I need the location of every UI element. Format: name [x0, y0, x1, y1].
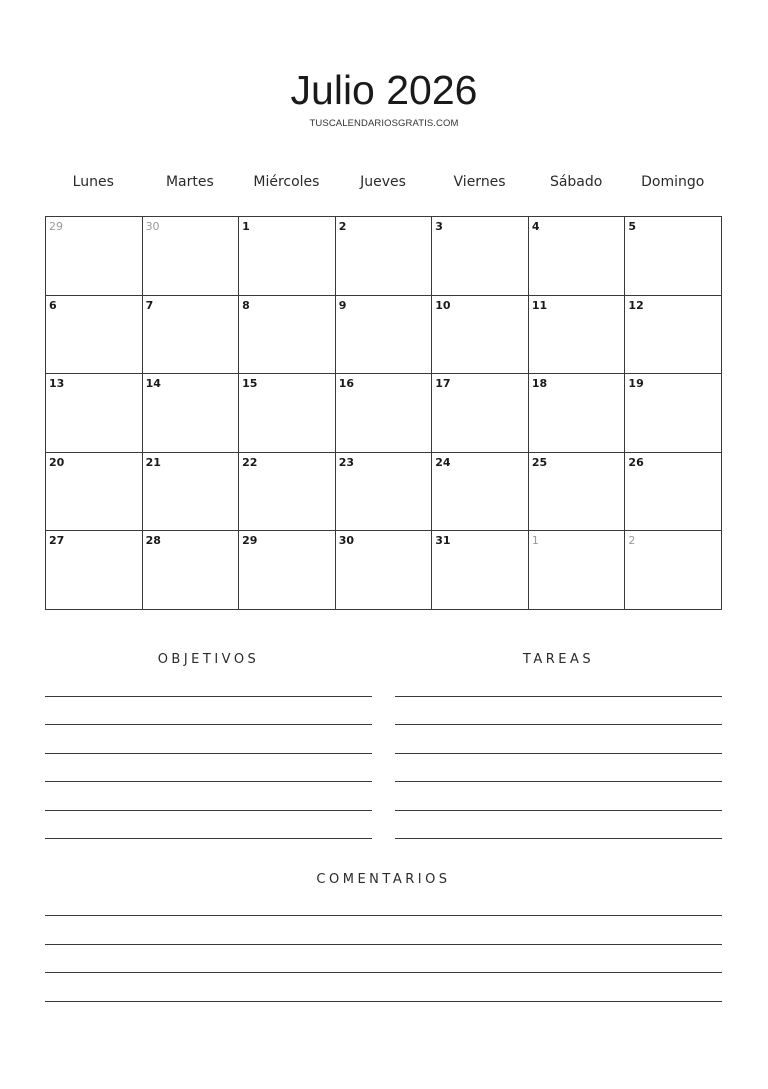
day-number: 8	[242, 298, 250, 312]
day-cell	[336, 217, 433, 296]
day-cell	[625, 296, 722, 375]
day-number: 29	[242, 534, 258, 548]
day-number: 31	[435, 534, 451, 548]
day-cell	[336, 531, 433, 610]
comentarios-writing-line	[45, 1001, 722, 1002]
weekday-wednesday: Miércoles	[253, 174, 320, 190]
day-number: 17	[435, 377, 451, 391]
comentarios-heading: COMENTARIOS	[316, 872, 451, 887]
objetivos-writing-line	[45, 838, 372, 839]
day-cell	[529, 296, 626, 375]
tareas-writing-line	[395, 781, 722, 782]
tareas-heading: TAREAS	[522, 652, 595, 667]
tareas-writing-line	[395, 724, 722, 725]
weekday-monday: Lunes	[72, 174, 114, 190]
day-cell	[529, 453, 626, 532]
day-number: 18	[531, 377, 548, 391]
day-cell	[336, 374, 433, 453]
day-number: 22	[242, 455, 258, 469]
day-cell	[432, 531, 529, 610]
day-number: 30	[145, 220, 160, 233]
day-number: 21	[145, 455, 161, 469]
tareas-writing-line	[395, 696, 722, 697]
day-number: 28	[145, 534, 161, 548]
day-cell	[336, 453, 433, 532]
day-cell	[46, 374, 143, 453]
day-number: 2	[338, 220, 347, 233]
day-cell	[432, 453, 529, 532]
day-cell	[432, 296, 529, 375]
day-cell	[143, 453, 240, 532]
day-number: 13	[49, 377, 65, 391]
day-cell	[239, 296, 336, 375]
day-cell	[432, 217, 529, 296]
day-cell	[143, 374, 240, 453]
day-number: 16	[338, 377, 355, 391]
day-cell	[143, 296, 240, 375]
day-number: 26	[628, 455, 644, 469]
calendar-grid	[45, 216, 722, 610]
day-number: 29	[49, 220, 63, 233]
day-number: 14	[145, 377, 161, 391]
day-number: 5	[628, 220, 637, 233]
objetivos-heading: OBJETIVOS	[157, 652, 260, 667]
day-number: 1	[242, 220, 250, 233]
day-cell	[143, 531, 240, 610]
day-cell	[625, 217, 722, 296]
day-number: 15	[242, 377, 258, 391]
day-number: 2	[628, 534, 636, 548]
day-number: 10	[435, 298, 451, 312]
day-number: 20	[49, 455, 65, 469]
objetivos-writing-line	[45, 781, 372, 782]
day-number: 4	[531, 220, 540, 233]
day-number: 27	[49, 534, 65, 548]
comentarios-writing-line	[45, 972, 722, 973]
comentarios-writing-line	[45, 944, 722, 945]
day-cell	[143, 217, 240, 296]
day-cell	[432, 374, 529, 453]
day-number: 3	[435, 220, 443, 233]
day-cell	[46, 453, 143, 532]
day-number: 6	[49, 298, 57, 312]
day-number: 30	[338, 534, 355, 548]
day-number: 23	[338, 455, 355, 469]
day-number: 11	[531, 298, 548, 312]
day-cell	[529, 374, 626, 453]
day-cell	[336, 296, 433, 375]
tareas-writing-line	[395, 810, 722, 811]
objetivos-writing-line	[45, 724, 372, 725]
day-number: 7	[145, 298, 154, 312]
weekday-thursday: Jueves	[360, 174, 406, 190]
day-number: 12	[628, 298, 644, 312]
day-cell	[239, 374, 336, 453]
day-cell	[239, 531, 336, 610]
day-number: 19	[628, 377, 644, 391]
tareas-writing-line	[395, 838, 722, 839]
weekday-sunday: Domingo	[641, 174, 705, 190]
weekday-saturday: Sábado	[549, 174, 603, 190]
website-credit: TUSCALENDARIOSGRATIS.COM	[309, 118, 459, 129]
day-cell	[529, 531, 626, 610]
day-cell	[625, 453, 722, 532]
day-number: 1	[531, 534, 539, 548]
day-cell	[46, 217, 143, 296]
page-title: Julio 2026	[290, 67, 478, 113]
comentarios-writing-line	[45, 915, 722, 916]
day-cell	[529, 217, 626, 296]
objetivos-writing-line	[45, 753, 372, 754]
day-cell	[46, 296, 143, 375]
weekday-tuesday: Martes	[165, 174, 214, 190]
day-number: 24	[435, 455, 451, 469]
day-cell	[46, 531, 143, 610]
day-number: 9	[338, 298, 347, 312]
day-cell	[239, 453, 336, 532]
day-cell	[625, 374, 722, 453]
weekday-friday: Viernes	[453, 174, 506, 190]
objetivos-writing-line	[45, 696, 372, 697]
tareas-writing-line	[395, 753, 722, 754]
objetivos-writing-line	[45, 810, 372, 811]
day-number: 25	[531, 455, 548, 469]
day-cell	[239, 217, 336, 296]
day-cell	[625, 531, 722, 610]
weekday-header-row	[45, 172, 721, 192]
